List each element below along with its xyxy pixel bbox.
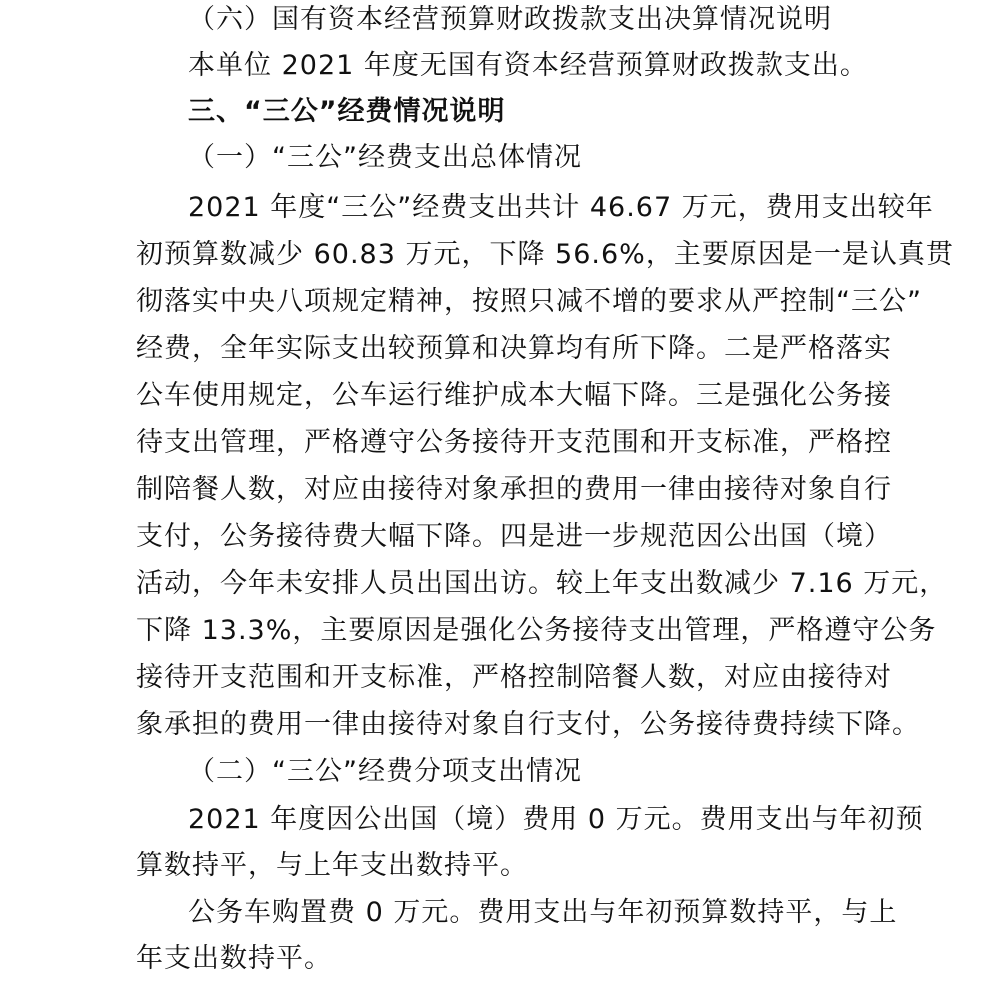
section-heading-three-public: 三、“三公”经费情况说明 — [188, 96, 506, 127]
paragraph-line: 公务车购置费 0 万元。费用支出与年初预算数持平，与上 — [188, 897, 898, 928]
paragraph-line: 象承担的费用一律由接待对象自行支付，公务接待费持续下降。 — [136, 709, 920, 740]
paragraph-line: 待支出管理，严格遵守公务接待开支范围和开支标准，严格控 — [136, 427, 892, 458]
paragraph-line: 2021 年度“三公”经费支出共计 46.67 万元，费用支出较年 — [188, 192, 934, 223]
paragraph-line: 初预算数减少 60.83 万元，下降 56.6%，主要原因是一是认真贯 — [136, 239, 954, 270]
subsection-heading-itemized: （二）“三公”经费分项支出情况 — [188, 756, 582, 787]
paragraph-line: 公车使用规定，公车运行维护成本大幅下降。三是强化公务接 — [136, 380, 892, 411]
paragraph-line: 年支出数持平。 — [136, 943, 332, 974]
paragraph-line: 接待开支范围和开支标准，严格控制陪餐人数，对应由接待对 — [136, 662, 892, 693]
subsection-heading-state-capital-budget: （六）国有资本经营预算财政拨款支出决算情况说明 — [188, 4, 832, 35]
paragraph-line: 经费，全年实际支出较预算和决算均有所下降。二是严格落实 — [136, 333, 892, 364]
paragraph-line: 本单位 2021 年度无国有资本经营预算财政拨款支出。 — [188, 50, 868, 81]
paragraph-line: 支付，公务接待费大幅下降。四是进一步规范因公出国（境） — [136, 521, 892, 552]
paragraph-line: 活动，今年未安排人员出国出访。较上年支出数减少 7.16 万元， — [136, 568, 948, 599]
paragraph-line: 算数持平，与上年支出数持平。 — [136, 850, 528, 881]
paragraph-line: 下降 13.3%，主要原因是强化公务接待支出管理，严格遵守公务 — [136, 615, 937, 646]
paragraph-line: 制陪餐人数，对应由接待对象承担的费用一律由接待对象自行 — [136, 474, 892, 505]
paragraph-line: 彻落实中央八项规定精神，按照只减不增的要求从严控制“三公” — [136, 286, 922, 317]
subsection-heading-overall: （一）“三公”经费支出总体情况 — [188, 142, 582, 173]
paragraph-line: 2021 年度因公出国（境）费用 0 万元。费用支出与年初预 — [188, 804, 924, 835]
